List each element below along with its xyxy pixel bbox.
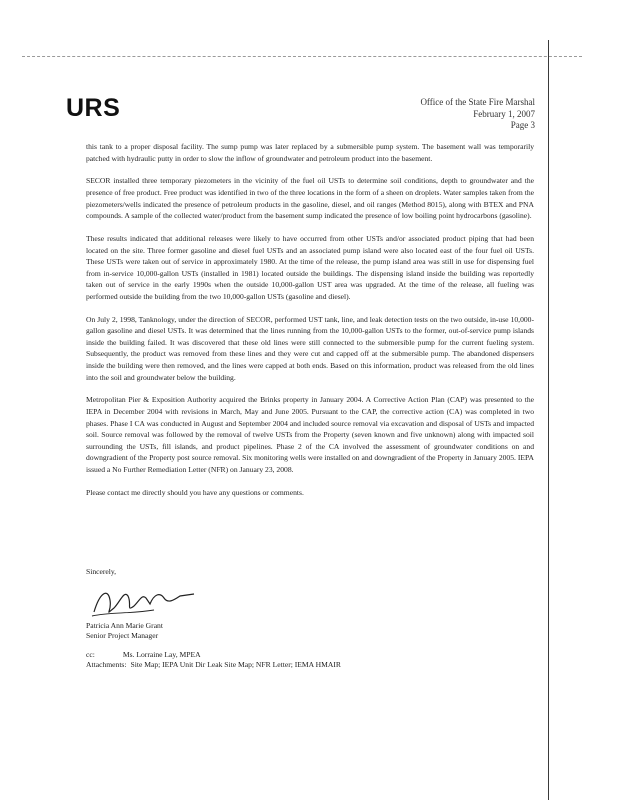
cc-row bbox=[86, 650, 341, 660]
paragraph: SECOR installed three temporary piezometers in the vicinity of the fuel oil USTs to determine soil conditions, depth to groundwater and the presence of free product. Free product was identified in two of the three locations in the form of a sheen on droplets. Water samples taken from the piezometers/wells indicated the presence of petroleum products in the gasoline, diesel, and oil ranges (Method 8015), along with BTEX and PNA compounds. A sample of the collected water/product from the basement sump indicated the presence of low boiling point hydrocarbons (gasoline). bbox=[86, 176, 534, 221]
paragraph: On July 2, 1998, Tanknology, under the direction of SECOR, performed UST tank, line, and leak detection tests on the two outside, in-use 10,000-gallon gasoline and diesel USTs. It was determined that the lines running from the 10,000-gallon USTs to the former, out-of-service pump islands inside the building failed. It was discovered that these old lines were still connected to the submersible pump for the current fueling system. Subsequently, the product was removed from these lines and they were cut and capped off at the submersible pump. The abandoned dispensers inside the building were then removed, and the lines were capped at both ends. Based on this information, product was released from the old lines into the soil and groundwater below the building. bbox=[86, 314, 534, 382]
paragraph: Please contact me directly should you have any questions or comments. bbox=[86, 487, 304, 497]
letter-header bbox=[420, 97, 535, 132]
attachments-label: Attachments: bbox=[86, 660, 127, 669]
signer-name: Patricia Ann Marie Grant bbox=[86, 621, 163, 630]
signer-title: Senior Project Manager bbox=[86, 631, 159, 640]
paragraph: These results indicated that additional releases were likely to have occurred from other USTs and/or associated product piping that had been located on the site. Three former gasoline and diesel fuel USTs and an associated pump island were also located east of the four fuel oil USTs. These USTs were taken out of service in approximately 1980. At the time of the release, the pump island area was still in use for dispensing fuel from in-service 10,000-gallon USTs (installed in 1981) located outside the buildings. The dispensing island inside the building was reportedly taken out of service in the early 1990s when the outside 10,000-gallon UST area was upgraded. At the time of the release, all fueling was performed outside the building from the two 10,000-gallon USTs (gasoline and diesel). bbox=[86, 233, 534, 301]
company-logo: URS bbox=[66, 94, 121, 122]
signer-block bbox=[86, 621, 163, 641]
attachments-list: Site Map; IEPA Unit Dir Leak Site Map; NFR Letter; IEMA HMAIR bbox=[130, 660, 341, 669]
attachments-row bbox=[86, 660, 341, 670]
scan-top-edge bbox=[22, 56, 582, 57]
cc-label: cc: bbox=[86, 650, 95, 659]
header-date: February 1, 2007 bbox=[473, 108, 535, 119]
closing-salutation: Sincerely, bbox=[86, 567, 117, 576]
paragraph: Metropolitan Pier & Exposition Authority acquired the Brinks property in January 2004. A Corrective Action Plan (CAP) was presented to the IEPA in December 2004 with revisions in March, May and June 2005. Pursuant to the CAP, the corrective action (CA) was completed in two phases. Phase I CA was conducted in August and September 2004 and included source removal via excavation and disposal of USTs and impacted soil. Source removal was followed by the removal of twelve USTs from the Property (seven known and five unknown) along with impacted soil surrounding the USTs, fill islands, and product pipelines. Phase 2 of the CA involved the assessment of groundwater conditions on and downgradient of the Property post source removal. Six monitoring wells were installed on and downgradient of the Property in January 2005. IEPA issued a No Further Remediation Letter (NFR) on January 23, 2008. bbox=[86, 395, 534, 474]
header-recipient: Office of the State Fire Marshal bbox=[420, 97, 535, 107]
paragraph: this tank to a proper disposal facility. The sump pump was later replaced by a submersible pump system. The basement wall was temporarily patched with hydraulic putty in order to slow the inflow of groundwater and petroleum product into the basement. bbox=[86, 142, 534, 163]
header-page-number: Page 3 bbox=[510, 120, 535, 130]
handwritten-signature bbox=[90, 582, 200, 622]
letter-body bbox=[86, 141, 534, 510]
cc-attachments-block bbox=[86, 650, 341, 670]
cc-recipient: Ms. Lorraine Lay, MPEA bbox=[122, 650, 201, 659]
scan-margin-line bbox=[548, 40, 549, 800]
